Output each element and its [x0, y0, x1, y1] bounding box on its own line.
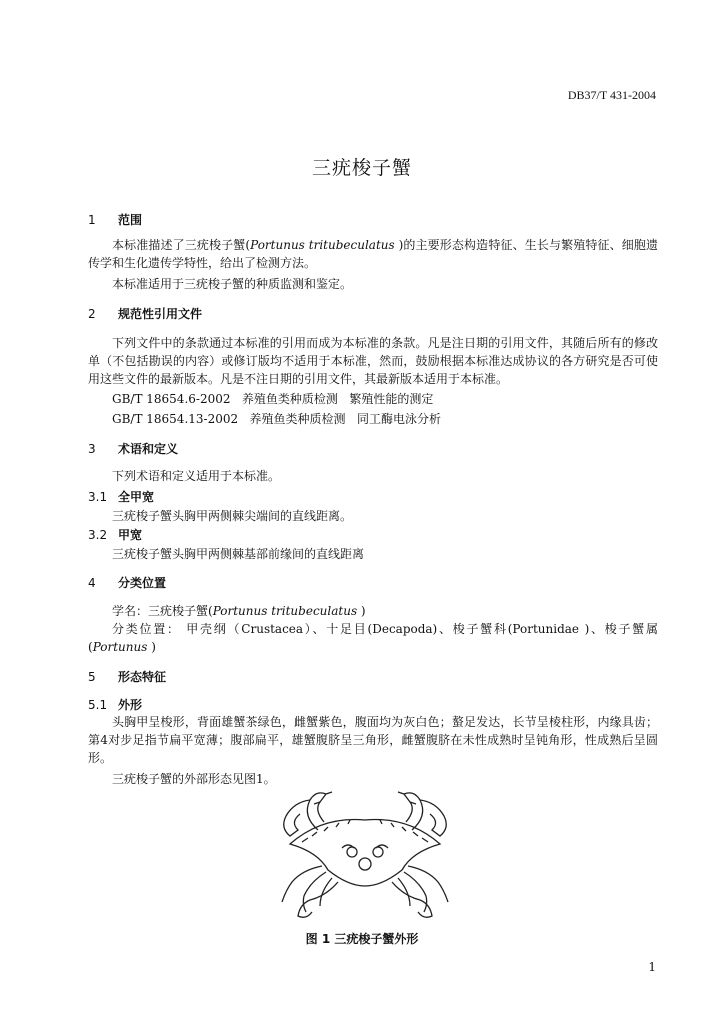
section-number: 1: [88, 213, 96, 227]
scientific-name: Portunus tritubeculatus: [250, 238, 395, 252]
section-number: 3: [88, 442, 96, 456]
text: 分类位置： 甲壳纲（Crustacea）、十足目(Decapoda)、梭子蟹科(Portunidae )、梭子蟹属(: [88, 622, 658, 654]
standard-number: DB37/T 431-2004: [567, 88, 656, 102]
text: 学名：三疣梭子蟹(: [112, 604, 213, 618]
subsection-number: 5.1: [88, 698, 108, 712]
section-4-heading: [88, 574, 166, 591]
section-5-1-para-1: 头胸甲呈梭形，背面雄蟹茶绿色，雌蟹紫色，腹面均为灰白色；螯足发达，长节呈棱柱形，内缘具齿；第4对步足指节扁平宽薄；腹部扁平，雄蟹腹脐呈三角形，雌蟹腹脐在未性成熟时呈钝角形，性成熟后呈圆形。: [88, 715, 658, 765]
text: )的主要形态构造特征、生长与繁殖特征、细胞遗传学和生化遗传学特性，给出了检测方法。: [88, 238, 658, 270]
figure-caption: 图 1 三疣梭子蟹外形: [305, 932, 419, 946]
term-3-2-heading: [88, 526, 142, 543]
section-number: 4: [88, 576, 96, 590]
scientific-name: Portunus: [92, 640, 148, 654]
page-number: 1: [648, 960, 656, 974]
text: 本标准描述了三疣梭子蟹(: [112, 238, 251, 252]
section-2-heading: [88, 305, 202, 322]
crab-illustration: [272, 786, 458, 922]
section-3-heading: [88, 440, 178, 457]
term-3-2-definition: 三疣梭子蟹头胸甲两侧棘基部前缘间的直线距离: [112, 547, 365, 561]
term-title: 甲宽: [118, 528, 143, 542]
section-title: 分类位置: [118, 576, 167, 590]
scientific-name: Portunus tritubeculatus: [212, 604, 358, 618]
section-1-para-2: 本标准适用于三疣梭子蟹的种质监测和鉴定。: [112, 277, 353, 291]
text: ): [357, 604, 366, 618]
page-title: 三疣梭子蟹: [311, 157, 412, 179]
term-title: 全甲宽: [118, 490, 155, 504]
classification-para: [88, 620, 658, 656]
section-1-para-1: [88, 236, 658, 272]
text: ): [147, 640, 156, 654]
section-title: 范围: [118, 213, 143, 227]
term-3-1-definition: 三疣梭子蟹头胸甲两侧棘尖端间的直线距离。: [112, 509, 353, 523]
section-title: 规范性引用文件: [118, 307, 203, 321]
section-3-para-1: 下列术语和定义适用于本标准。: [112, 469, 281, 483]
section-title: 术语和定义: [118, 442, 179, 456]
subsection-title: 外形: [118, 698, 143, 712]
section-number: 2: [88, 307, 96, 321]
reference-1: GB/T 18654.6-2002 养殖鱼类种质检测 繁殖性能的测定: [112, 392, 434, 406]
section-title: 形态特征: [118, 670, 167, 684]
scientific-name-line: [112, 602, 366, 619]
term-number: 3.2: [88, 528, 108, 542]
section-5-heading: [88, 668, 166, 685]
term-number: 3.1: [88, 490, 108, 504]
term-3-1-heading: [88, 488, 154, 505]
section-1-heading: [88, 211, 142, 228]
section-5-1-para-2: 三疣梭子蟹的外部形态见图1。: [112, 772, 276, 786]
subsection-5-1-heading: [88, 696, 142, 713]
reference-2: GB/T 18654.13-2002 养殖鱼类种质检测 同工酶电泳分析: [112, 412, 442, 426]
section-2-para-1: 下列文件中的条款通过本标准的引用而成为本标准的条款。凡是注日期的引用文件，其随后所有的修改单（不包括勘误的内容）或修订版均不适用于本标准，然而，鼓励根据本标准达成协议的各方研究是否可使用这些文件的最新版本。凡是不注日期的引用文件，其最新版本适用于本标准。: [88, 336, 658, 386]
section-number: 5: [88, 670, 96, 684]
